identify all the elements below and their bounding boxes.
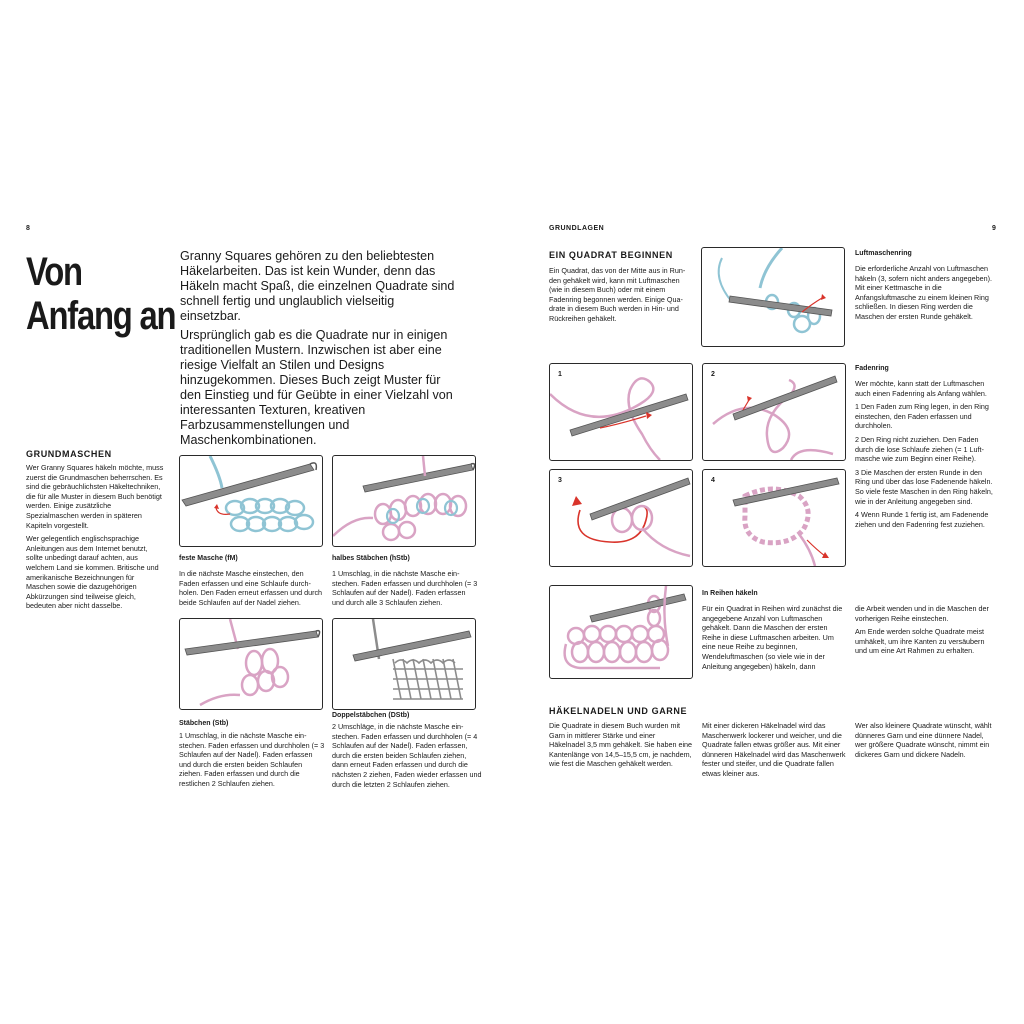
intro-paragraph-2: Ursprünglich gab es die Quadrate nur in einigen traditionellen Mustern. Inzwischen ist aber eine riesige Vielfalt an Stilen und Designs hinzugekommen. Dieses Buch zeigt Muster für den Einstieg und für Geübte in einer Vielzahl von interessanten Texturen, kreativen Farbzusammenstellungen und Maschenkombinationen. bbox=[180, 328, 453, 447]
step-label-4: 4 bbox=[711, 477, 715, 484]
stitch-title-stb: Stäbchen (Stb) bbox=[179, 720, 229, 727]
garne-column-2: Mit einer dickeren Häkelnadel wird das Maschenwerk lockerer und weicher, und die Quadrate fallen etwas größer aus. Mit einer dünneren Häkelnadel wird das Maschenwerk fester und steifer, und die Quadrate fallen etwas kleiner aus. bbox=[702, 721, 846, 778]
step-label-1: 1 bbox=[558, 371, 562, 378]
illustration-fadenring-step-2 bbox=[702, 363, 846, 461]
illustration-in-reihen bbox=[549, 585, 693, 679]
running-head: GRUNDLAGEN bbox=[549, 225, 605, 232]
fadenring-text bbox=[855, 379, 997, 533]
fadenring-intro: Wer möchte, kann statt der Luftmaschen auch einen Fadenring als Anfang wählen. bbox=[855, 379, 987, 398]
stitch-title-fm: feste Masche (fM) bbox=[179, 555, 238, 562]
reihen-text-2a: die Arbeit wenden und in die Maschen der vorherigen Reihe einstechen. bbox=[855, 604, 989, 623]
reihen-text: Für ein Quadrat in Reihen wird zunächst die angegebene Anzahl von Luftmaschen gehäkelt. Dann die Maschen der ersten Reihe in diese Luftmaschen arbeiten. Um eine neue Reihe zu beginnen, Wendeluftmaschen (so viele wie in der Anleitung angegeben) häkeln, dann bbox=[702, 604, 843, 671]
fadenring-title: Fadenring bbox=[855, 365, 889, 372]
step-label-2: 2 bbox=[711, 371, 715, 378]
reihen-title: In Reihen häkeln bbox=[702, 590, 758, 597]
stitch-text-fm: In die nächste Masche einstechen, den Faden erfassen und eine Schlaufe durchholen. Den Faden erneut erfassen und durch beide Schlaufen auf der Nadel ziehen. bbox=[179, 569, 323, 607]
intro-paragraph-1: Granny Squares gehören zu den beliebtesten Häkelarbeiten. Das ist kein Wunder, denn das Häkeln macht Spaß, die einzelnen Quadrate sind schnell fertig und unglaublich vielseitig einsetzbar. bbox=[180, 249, 455, 323]
fadenring-step-1-text: 1 Den Faden zum Ring legen, in den Ring einstechen, den Faden erfassen und durchholen. bbox=[855, 402, 989, 431]
intro-text bbox=[180, 249, 456, 452]
illustration-fadenring-step-4 bbox=[702, 469, 846, 567]
reihen-text-2b: Am Ende werden solche Quadrate meist umhäkelt, um ihre Kanten zu versäubern und um eine Art Rahmen zu erhalten. bbox=[855, 627, 985, 656]
illustration-doppelstaebchen bbox=[332, 618, 476, 710]
illustration-feste-masche bbox=[179, 455, 323, 547]
stitch-title-hstb: halbes Stäbchen (hStb) bbox=[332, 555, 410, 562]
illustration-fadenring-step-1 bbox=[549, 363, 693, 461]
page-number-right: 9 bbox=[992, 225, 996, 232]
quadrat-text: Ein Quadrat, das von der Mitte aus in Runden gehäkelt wird, kann mit Luftmaschen (wie in diesem Buch) oder mit einem Fadenring begonnen werden. Einige Quadrate in diesem Buch werden in Hin- und Rückreihen gehäkelt. bbox=[549, 266, 686, 323]
illustration-luftmaschenring bbox=[701, 247, 845, 347]
garne-column-3: Wer also kleinere Quadrate wünscht, wählt dünneres Garn und eine dünnere Nadel, wer größere Quadrate wünscht, nimmt ein dickeres Garn und dickere Nadeln. bbox=[855, 721, 992, 759]
step-label-3: 3 bbox=[558, 477, 562, 484]
fadenring-step-4-text: 4 Wenn Runde 1 fertig ist, am Fadenende ziehen und den Fadenring fest zuziehen. bbox=[855, 510, 989, 529]
grundmaschen-paragraph-1: Wer Granny Squares häkeln möchte, muss zuerst die Grundmaschen beherrschen. Es sind die gebräuchlichsten Häkeltechniken, die für alle Muster in diesem Buch benötigt werden. Einige zusätzliche Spezialmaschen werden in späteren Kapiteln vorgestellt. bbox=[26, 463, 164, 530]
section-heading-garne: HÄKELNADELN UND GARNE bbox=[549, 706, 688, 716]
section-heading-quadrat: EIN QUADRAT BEGINNEN bbox=[549, 250, 673, 260]
stitch-text-stb: 1 Umschlag, in die nächste Masche einstechen. Faden erfassen und durchholen (= 3 Schlaufen auf der Nadel). Faden erfassen und durch die ersten beiden Schlaufen ziehen. Faden erfassen und durch die restlichen 2 Schlaufen ziehen. bbox=[179, 731, 325, 788]
luftmaschenring-title: Luftmaschenring bbox=[855, 250, 912, 257]
grundmaschen-text bbox=[26, 463, 164, 615]
page-title bbox=[26, 250, 175, 338]
section-heading-grundmaschen: GRUNDMASCHEN bbox=[26, 449, 112, 459]
reihen-text-continued bbox=[855, 604, 997, 660]
illustration-staebchen bbox=[179, 618, 323, 710]
title-line-1: Von bbox=[26, 250, 82, 294]
fadenring-step-3-text: 3 Die Maschen der ersten Runde in den Ring und über das lose Fadenende häkeln. So viele feste Maschen in den Ring häkeln, wie in der Anleitung angegeben sind. bbox=[855, 467, 993, 506]
stitch-text-hstb: 1 Umschlag, in die nächste Masche einstechen. Faden erfassen und durchholen (= 3 Schlaufen auf der Nadel). Faden erfassen und durch alle 3 Schlaufen ziehen. bbox=[332, 569, 478, 607]
page-number-left: 8 bbox=[26, 225, 30, 232]
grundmaschen-paragraph-2: Wer gelegentlich englischsprachige Anleitungen aus dem Internet benutzt, sollte unbedingt darauf achten, aus welchem Land sie kommen. Britische und amerikanische Bezeichnungen für Maschen sowie die dazugehörigen Abkürzungen sind teilweise gleich, bedeuten aber nicht dasselbe. bbox=[26, 534, 159, 611]
garne-column-1: Die Quadrate in diesem Buch wurden mit Garn in mittlerer Stärke und einer Häkelnadel 3,5 mm gehäkelt. Sie haben eine Kantenlänge von 14,5–15,5 cm, je nachdem, wie fest die Maschen gehäkelt werden. bbox=[549, 721, 693, 769]
stitch-title-dstb: Doppelstäbchen (DStb) bbox=[332, 712, 410, 719]
stitch-text-dstb: 2 Umschläge, in die nächste Masche einstechen. Faden erfassen und durchholen (= 4 Schlaufen auf der Nadel). Faden erfassen, durch die ersten beiden Schlaufen ziehen, dann erneut Faden erfassen und durch die nächsten 2 ziehen, Faden wieder erfassen und durch die letzten 2 Schlaufen ziehen. bbox=[332, 722, 482, 789]
illustration-halbes-staebchen bbox=[332, 455, 476, 547]
luftmaschenring-text: Die erforderliche Anzahl von Luftmaschen häkeln (3, sofern nicht anders angegeben). Mit einer Kettmasche in die Anfangsluftmasche zu einem kleinen Ring schließen. In diesen Ring werden die Maschen der ersten Runde gehäkelt. bbox=[855, 264, 993, 321]
title-line-2: Anfang an bbox=[26, 294, 176, 338]
illustration-fadenring-step-3 bbox=[549, 469, 693, 567]
fadenring-step-2-text: 2 Den Ring nicht zuziehen. Den Faden durch die lose Schlaufe ziehen (= 1 Luftmasche wie zum Beginn einer Reihe). bbox=[855, 434, 984, 464]
